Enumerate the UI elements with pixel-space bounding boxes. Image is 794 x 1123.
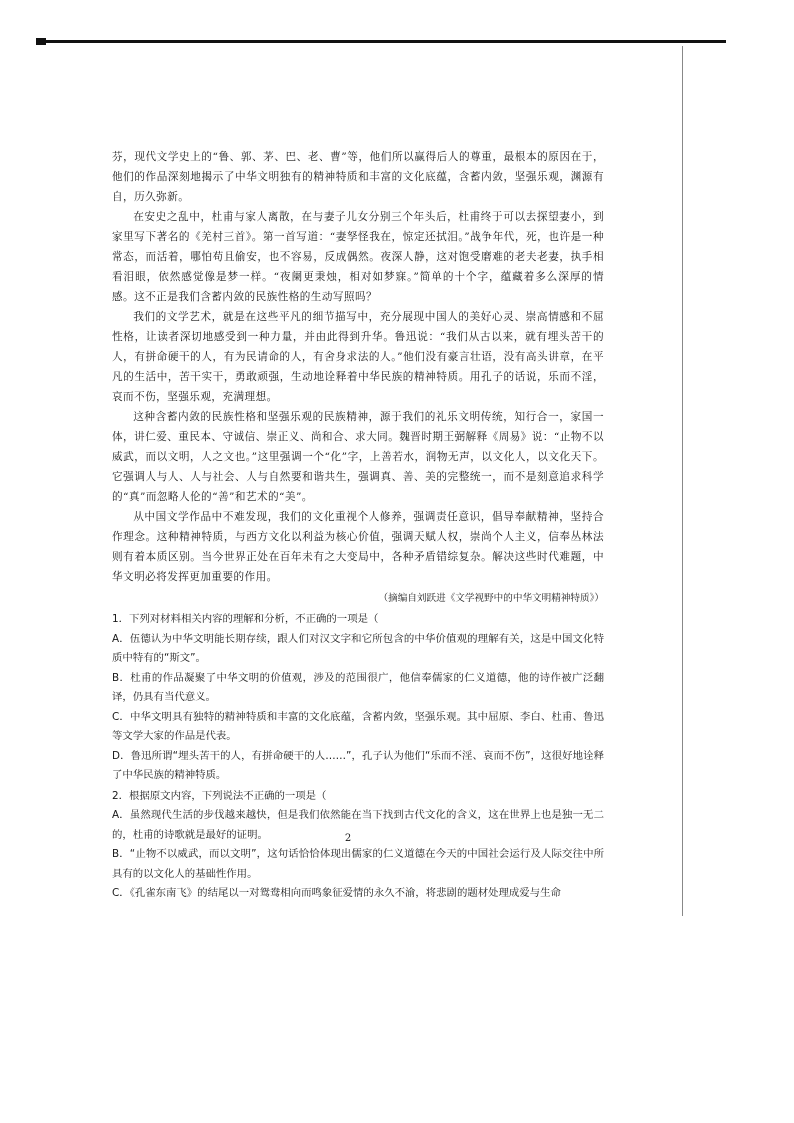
right-border-line: [682, 46, 683, 916]
answer-option: D．鲁迅所谓“埋头苦干的人，有拼命硬干的人……”，孔子认为他们“乐而不淫、哀而不伤”，这很好地诠释了中华民族的精神特质。: [112, 749, 604, 781]
body-paragraph: 从中国文学作品中不难发现，我们的文化重视个人修养，强调责任意识，倡导奉献精神，坚持合作理念。这种精神特质，与西方文化以利益为核心价值，强调天赋人权，崇尚个人主义，信奉丛林法则有着本质区别。当今世界正处在百年未有之大变局中，各种矛盾错综复杂。解决这些时代难题，中华文明必将发挥更加重要的作用。: [112, 511, 604, 583]
answer-option: A．伍德认为中华文明能长期存续，跟人们对汉文字和它所包含的中华价值观的理解有关，这是中国文化特质中特有的“斯文”。: [112, 632, 604, 664]
page-content: [112, 147, 604, 904]
answer-option: B．杜甫的作品凝聚了中华文明的价值观，涉及的范围很广，他信奉儒家的仁义道德，他的诗作被广泛翻译，仍具有当代意义。: [112, 671, 604, 703]
answer-option: A．虽然现代生活的步伐越来越快，但是我们依然能在当下找到古代文化的含义，这在世界上也是独一无二的，杜甫的诗歌就是最好的证明。: [112, 809, 604, 841]
body-paragraph: 芬，现代文学史上的“鲁、郭、茅、巴、老、曹”等，他们所以赢得后人的尊重，最根本的原因在于，他们的作品深刻地揭示了中华文明独有的精神特质和丰富的文化底蕴，含蓄内敛，坚强乐观，渊源有自，历久弥新。: [112, 151, 604, 203]
top-border-line: [36, 40, 726, 43]
question-1: [112, 610, 604, 786]
body-paragraph: 这种含蓄内敛的民族性格和坚强乐观的民族精神，源于我们的礼乐文明传统，知行合一，家国一体，讲仁爱、重民本、守诚信、崇正义、尚和合、求大同。魏晋时期王弼解释《周易》说：“止物不以威武，而以文明，人之文也。”这里强调一个“化”字，上善若水，润物无声，以文化人，以文化天下。它强调人与人、人与社会、人与自然要和谐共生，强调真、善、美的完整统一，而不是刻意追求科学的“真”而忽略人伦的“善”和艺术的“美”。: [112, 411, 604, 503]
question-stem: 1．下列对材料相关内容的理解和分析，不正确的一项是（: [112, 613, 379, 625]
question-stem: 2．根据原文内容，下列说法不正确的一项是（: [112, 789, 327, 802]
answer-option: B．“止物不以威武，而以文明”，这句话恰恰体现出儒家的仁义道德在今天的中国社会运行及人际交往中所具有的以文化人的基础性作用。: [112, 848, 604, 880]
answer-option: C．《孔雀东南飞》的结尾以一对鸳鸯相向而鸣象征爱情的永久不渝，将悲剧的题材处理成爱与生命: [112, 887, 561, 899]
source-citation: （摘编自刘跃进《文学视野中的中华文明精神特质》）: [378, 593, 604, 604]
answer-option: C．中华文明具有独特的精神特质和丰富的文化底蕴，含蓄内敛，坚强乐观。其中屈原、李白、杜甫、鲁迅等文学大家的作品是代表。: [112, 710, 604, 742]
body-paragraph: 在安史之乱中，杜甫与家人离散，在与妻子儿女分别三个年头后，杜甫终于可以去探望妻小，到家里写下著名的《羌村三首》。第一首写道：“妻孥怪我在，惊定还拭泪。”战争年代，死，也许是一种常态，而活着，哪怕苟且偷安，也不容易，反成偶然。夜深人静，这对饱受磨难的老夫老妻，执手相看泪眼，依然感觉像是梦一样。“夜阑更秉烛，相对如梦寐。”简单的十个字，蕴藏着多么深厚的情感。这不正是我们含蓄内敛的民族性格的生动写照吗？: [112, 211, 604, 303]
question-2: [112, 787, 604, 904]
page-number: 2: [344, 833, 352, 844]
body-paragraph: 我们的文学艺术，就是在这些平凡的细节描写中，充分展现中国人的美好心灵、崇高情感和不屈性格，让读者深切地感受到一种力量，并由此得到升华。鲁迅说：“我们从古以来，就有埋头苦干的人，有拼命硬干的人，有为民请命的人，有舍身求法的人。”他们没有豪言壮语，没有高头讲章，在平凡的生活中，苦干实干，勇敢顽强，生动地诠释着中华民族的精神特质。用孔子的话说，乐而不淫，哀而不伤，坚强乐观，充满理想。: [112, 311, 604, 403]
